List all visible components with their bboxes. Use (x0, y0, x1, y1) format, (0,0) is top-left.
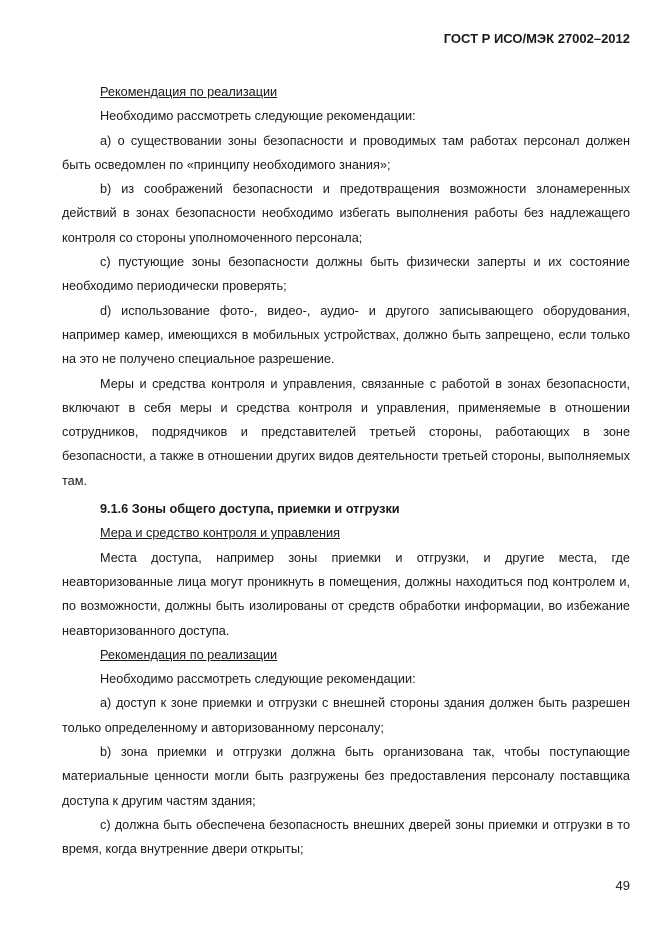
document-body (62, 80, 630, 862)
implementation-heading-2: Рекомендация по реализации (100, 647, 278, 662)
list-item-b: b) из соображений безопасности и предотвращения возможности злонамеренных действий в зонах безопасности необходимо избегать выполнения работы без надлежащего контроля со стороны уполномоченного персонала; (62, 182, 630, 245)
list-item-c-2: c) должна быть обеспечена безопасность внешних дверей зоны приемки и отгрузки в то время, когда внутренние двери открыты; (62, 817, 630, 857)
implementation-intro-2: Необходимо рассмотреть следующие рекомендации: (100, 672, 416, 687)
document-header: ГОСТ Р ИСО/МЭК 27002–2012 (443, 31, 630, 46)
control-paragraph: Места доступа, например зоны приемки и отгрузки, и другие места, где неавторизованные лица могут проникнуть в помещения, должны находиться под контролем и, по возможности, должны быть изолированы от средств обработки информации, во избежание неавторизованного доступа. (62, 550, 630, 638)
list-item-a-2: а) доступ к зоне приемки и отгрузки с внешней стороны здания должен быть разрешен только определенному и авторизованному персоналу; (62, 696, 630, 735)
list-item-b-2: b) зона приемки и отгрузки должна быть организована так, чтобы поступающие материальные ценности могли быть разгружены без предоставления персоналу поставщика доступа к другим частям здания; (62, 745, 630, 808)
page-number: 49 (615, 878, 630, 893)
list-item-c: c) пустующие зоны безопасности должны быть физически заперты и их состояние необходимо периодически проверять; (62, 255, 630, 294)
section-heading: 9.1.6 Зоны общего доступа, приемки и отгрузки (100, 502, 400, 517)
implementation-heading: Рекомендация по реализации (100, 85, 278, 99)
list-item-d: d) использование фото-, видео-, аудио- и другого записывающего оборудования, например камер, имеющихся в мобильных устройствах, должно быть запрещено, если только на это не получено специальное разрешение. (62, 303, 630, 367)
list-item-a: а) о существовании зоны безопасности и проводимых там работах персонал должен быть осведомлен по «принципу необходимого знания»; (62, 133, 630, 172)
measures-paragraph: Меры и средства контроля и управления, связанные с работой в зонах безопасности, включают в себя меры и средства контроля и управления, применяемые в отношении сотрудников, подрядчиков и представителей третьей стороны, работающих в зоне безопасности, а также в отношении других видов деятельности третьей стороны, выполняемых там. (62, 376, 630, 488)
implementation-intro: Необходимо рассмотреть следующие рекомендации: (100, 109, 416, 124)
control-heading: Мера и средство контроля и управления (100, 526, 340, 541)
